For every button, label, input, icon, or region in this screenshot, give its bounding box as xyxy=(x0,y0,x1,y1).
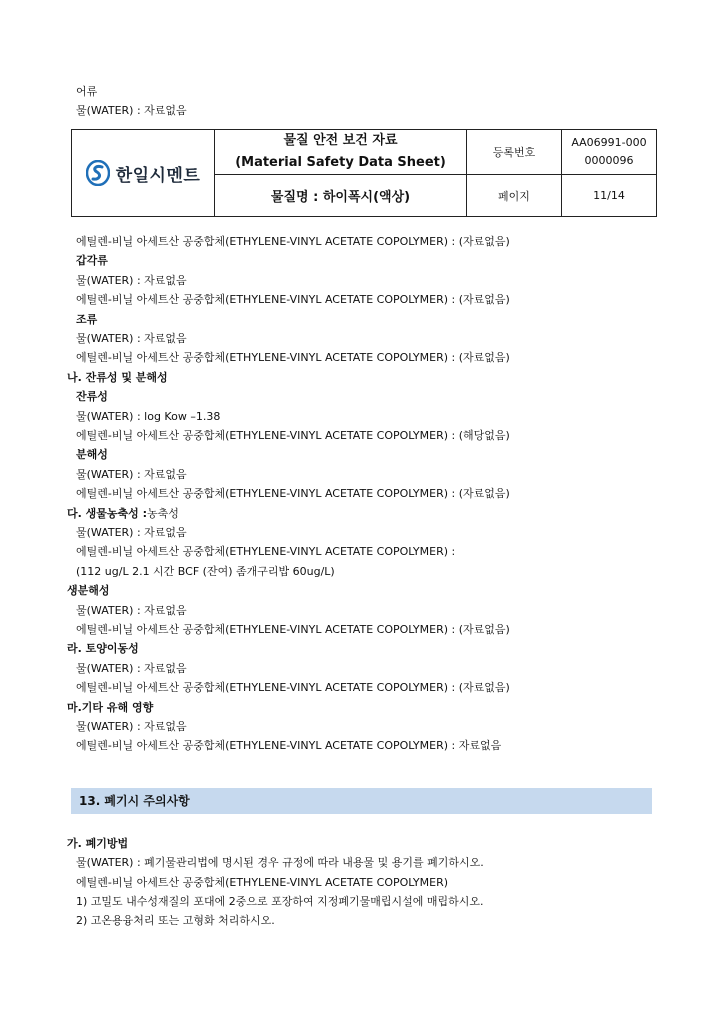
heading-persistence: 나. 잔류성 및 분해성 xyxy=(67,371,168,384)
heading-disposal-method: 가. 폐기방법 xyxy=(67,837,129,850)
registration-label: 등록번호 xyxy=(467,130,562,175)
text-line: 에틸렌-비닐 아세트산 공중합체(ETHYLENE-VINYL ACETATE COPOLYMER) : (해당없음) xyxy=(76,429,510,442)
company-name: 한일시멘트 xyxy=(115,165,201,186)
subheading-degradability: 분해성 xyxy=(76,448,108,461)
registration-number-part1: AA06991-000 xyxy=(571,136,647,149)
registration-number-part2: 0000096 xyxy=(584,154,634,167)
text-line: 물(WATER) : 폐기물관리법에 명시된 경우 규정에 따라 내용물 및 용기를 폐기하시오. xyxy=(76,856,484,869)
text-line: 에틸렌-비닐 아세트산 공중합체(ETHYLENE-VINYL ACETATE COPOLYMER) : (자료없음) xyxy=(76,623,510,636)
text-line: 에틸렌-비닐 아세트산 공중합체(ETHYLENE-VINYL ACETATE COPOLYMER) : (자료없음) xyxy=(76,487,510,500)
text-line: 에틸렌-비닐 아세트산 공중합체(ETHYLENE-VINYL ACETATE COPOLYMER) : (자료없음) xyxy=(76,681,510,694)
registration-number xyxy=(562,130,657,175)
heading-bioaccumulation-value: 농축성 xyxy=(147,507,179,520)
subheading-persistence: 잔류성 xyxy=(76,390,108,403)
heading-bioaccumulation xyxy=(67,506,179,521)
section-13-title: 13. 폐기시 주의사항 xyxy=(71,788,652,814)
title-english: (Material Safety Data Sheet) xyxy=(235,155,446,170)
text-line: 에틸렌-비닐 아세트산 공중합체(ETHYLENE-VINYL ACETATE COPOLYMER) : (자료없음) xyxy=(76,293,510,306)
text-line: 에틸렌-비닐 아세트산 공중합체(ETHYLENE-VINYL ACETATE COPOLYMER) : (자료없음) xyxy=(76,351,510,364)
company-logo xyxy=(72,130,215,217)
sheet-title xyxy=(215,130,467,175)
subheading-algae: 조류 xyxy=(76,313,98,326)
heading-soil-mobility: 라. 토양이동성 xyxy=(67,642,139,655)
heading-other-effects: 마.기타 유해 영향 xyxy=(67,701,154,714)
text-line: 물(WATER) : 자료없음 xyxy=(76,332,187,345)
text-line: 물(WATER) : 자료없음 xyxy=(76,104,187,117)
text-line: 에틸렌-비닐 아세트산 공중합체(ETHYLENE-VINYL ACETATE COPOLYMER) : xyxy=(76,545,456,558)
page-label: 페이지 xyxy=(467,175,562,217)
text-line: 물(WATER) : 자료없음 xyxy=(76,468,187,481)
text-line: 2) 고온용융처리 또는 고형화 처리하시오. xyxy=(76,914,275,927)
text-line: 물(WATER) : 자료없음 xyxy=(76,274,187,287)
text-line: 물(WATER) : 자료없음 xyxy=(76,604,187,617)
text-line: 물(WATER) : 자료없음 xyxy=(76,526,187,539)
text-line: 물(WATER) : 자료없음 xyxy=(76,720,187,733)
text-line: 물(WATER) : 자료없음 xyxy=(76,662,187,675)
text-line: 1) 고밀도 내수성재질의 포대에 2중으로 포장하여 지정폐기물매립시설에 매립하시오. xyxy=(76,895,484,908)
text-line: 에틸렌-비닐 아세트산 공중합체(ETHYLENE-VINYL ACETATE COPOLYMER) : 자료없음 xyxy=(76,739,502,752)
subheading-biodegradability: 생분해성 xyxy=(67,584,110,597)
category-fish: 어류 xyxy=(76,85,98,98)
title-korean: 물질 안전 보건 자료 xyxy=(283,133,398,148)
text-line: 에틸렌-비닐 아세트산 공중합체(ETHYLENE-VINYL ACETATE COPOLYMER) xyxy=(76,876,449,889)
text-line: 에틸렌-비닐 아세트산 공중합체(ETHYLENE-VINYL ACETATE COPOLYMER) : (자료없음) xyxy=(76,235,510,248)
subheading-crustacean: 갑각류 xyxy=(76,254,108,267)
document-header xyxy=(71,129,657,217)
logo-s-icon xyxy=(86,160,110,186)
page-number: 11/14 xyxy=(562,175,657,217)
material-name: 물질명 : 하이폭시(액상) xyxy=(215,175,467,217)
heading-bioaccumulation-label: 다. 생물농축성 : xyxy=(67,507,147,520)
text-line: (112 ug/L 2.1 시간 BCF (잔여) 좀개구리밥 60ug/L) xyxy=(76,565,335,578)
text-line: 물(WATER) : log Kow –1.38 xyxy=(76,410,221,423)
